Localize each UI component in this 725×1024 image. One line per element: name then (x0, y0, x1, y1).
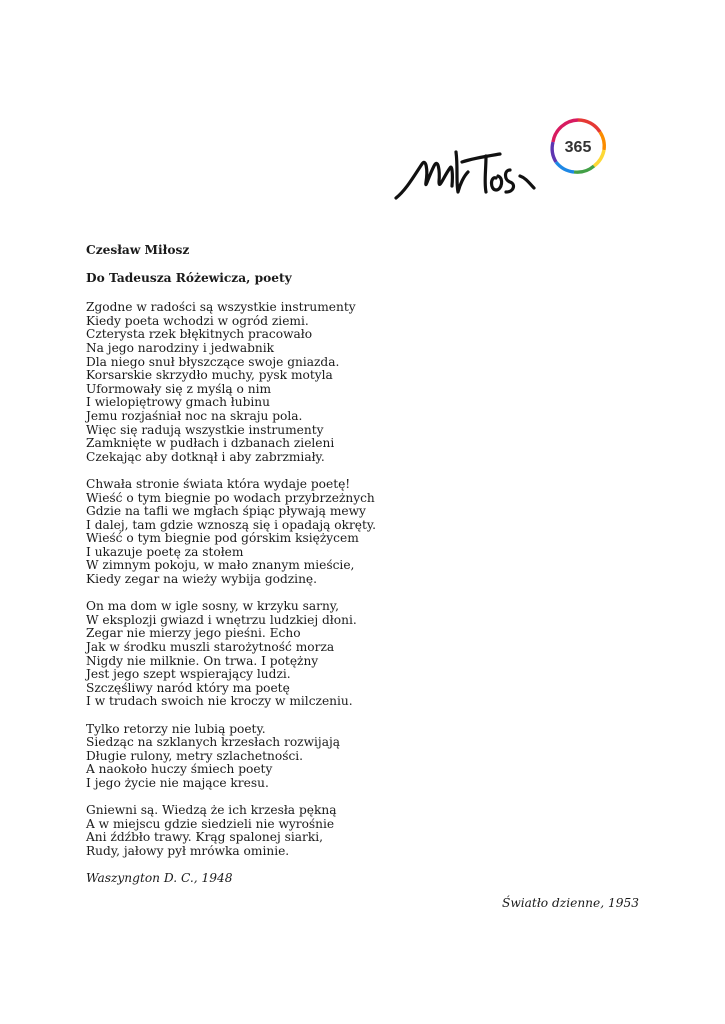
poem-line: Jemu rozjaśniał noc na skraju pola. (86, 408, 303, 423)
stanza (86, 804, 646, 858)
poem-line: A w miejscu gdzie siedzieli nie wyrośnie (86, 816, 335, 831)
poem-line: Siedząc na szklanych krzesłach rozwijają (86, 735, 341, 750)
poem-line: Kiedy poeta wchodzi w ogród ziemi. (86, 313, 309, 328)
poem (86, 244, 646, 898)
stanza (86, 723, 646, 791)
poem-line: I ukazuje poetę za stołem (86, 544, 244, 559)
stanza (86, 301, 646, 464)
poem-line: Jak w środku muszli starożytność morza (86, 640, 335, 655)
poem-line: Gniewni są. Wiedzą że ich krzesła pękną (86, 803, 337, 818)
poem-line: Gdzie na tafli we mgłach śpiąc pływają mewy (86, 504, 366, 519)
poem-line: Chwała stronie świata która wydaje poetę! (86, 476, 351, 491)
signature-icon (396, 152, 534, 198)
poem-source: Światło dzienne, 1953 (501, 896, 639, 910)
poem-line: On ma dom w igle sosny, w krzyku sarny, (86, 599, 339, 614)
poem-line: Zgodne w radości są wszystkie instrumenty (86, 300, 356, 315)
poem-line: Na jego narodziny i jedwabnik (86, 340, 275, 355)
poem-stanzas (86, 301, 646, 858)
poem-line: Zamknięte w pudłach i dzbanach zieleni (86, 436, 335, 451)
poem-line: I dalej, tam gdzie wznoszą się i opadają okręty. (86, 517, 377, 532)
poem-line: I wielopiętrowy gmach łubinu (86, 395, 271, 410)
poem-line: Jest jego szept wspierający ludzi. (86, 667, 291, 682)
poem-line: Rudy, jałowy pył mrówka ominie. (86, 843, 290, 858)
poem-author: Czesław Miłosz (86, 243, 190, 257)
stanza (86, 478, 646, 587)
poem-line: Nigdy nie milknie. On trwa. I potężny (86, 653, 319, 668)
poem-line: Wieść o tym biegnie po wodach przybrzeżnych (86, 490, 375, 505)
logo-graphic (392, 112, 614, 212)
badge-number: 365 (564, 139, 592, 156)
stanza (86, 600, 646, 709)
milosz-365-logo (392, 112, 614, 212)
poem-line: Wieść o tym biegnie pod górskim księżycem (86, 531, 359, 546)
poem-line: Czterysta rzek błękitnych pracowało (86, 327, 313, 342)
poem-line: Ani źdźbło trawy. Krąg spalonej siarki, (86, 830, 324, 845)
poem-line: Długie rulony, metry szlachetności. (86, 748, 304, 763)
poem-line: Szczęśliwy naród który ma poetę (86, 680, 290, 695)
poem-line: W zimnym pokoju, w mało znanym mieście, (86, 558, 355, 573)
poem-line: I w trudach swoich nie kroczy w milczeniu. (86, 694, 353, 709)
poem-line: Kiedy zegar na wieży wybija godzinę. (86, 572, 318, 587)
poem-line: Czekając aby dotknął i aby zabrzmiały. (86, 449, 325, 464)
poem-line: Dla niego snuł błyszczące swoje gniazda. (86, 354, 340, 369)
poem-place-date: Waszyngton D. C., 1948 (86, 871, 233, 886)
poem-line: Korsarskie skrzydło muchy, pysk motyla (86, 368, 333, 383)
poem-line: A naokoło huczy śmiech poety (86, 762, 273, 777)
poem-title: Do Tadeusza Różewicza, poety (86, 270, 292, 285)
poem-line: W eksplozji gwiazd i wnętrzu ludzkiej dłoni. (86, 612, 357, 627)
poem-line: Zegar nie mierzy jego pieśni. Echo (86, 626, 301, 641)
poem-line: I jego życie nie mające kresu. (86, 775, 269, 790)
poem-line: Tylko retorzy nie lubią poety. (86, 721, 266, 736)
poem-line: Uformowały się z myślą o nim (86, 381, 272, 396)
poem-line: Więc się radują wszystkie instrumenty (86, 422, 324, 437)
